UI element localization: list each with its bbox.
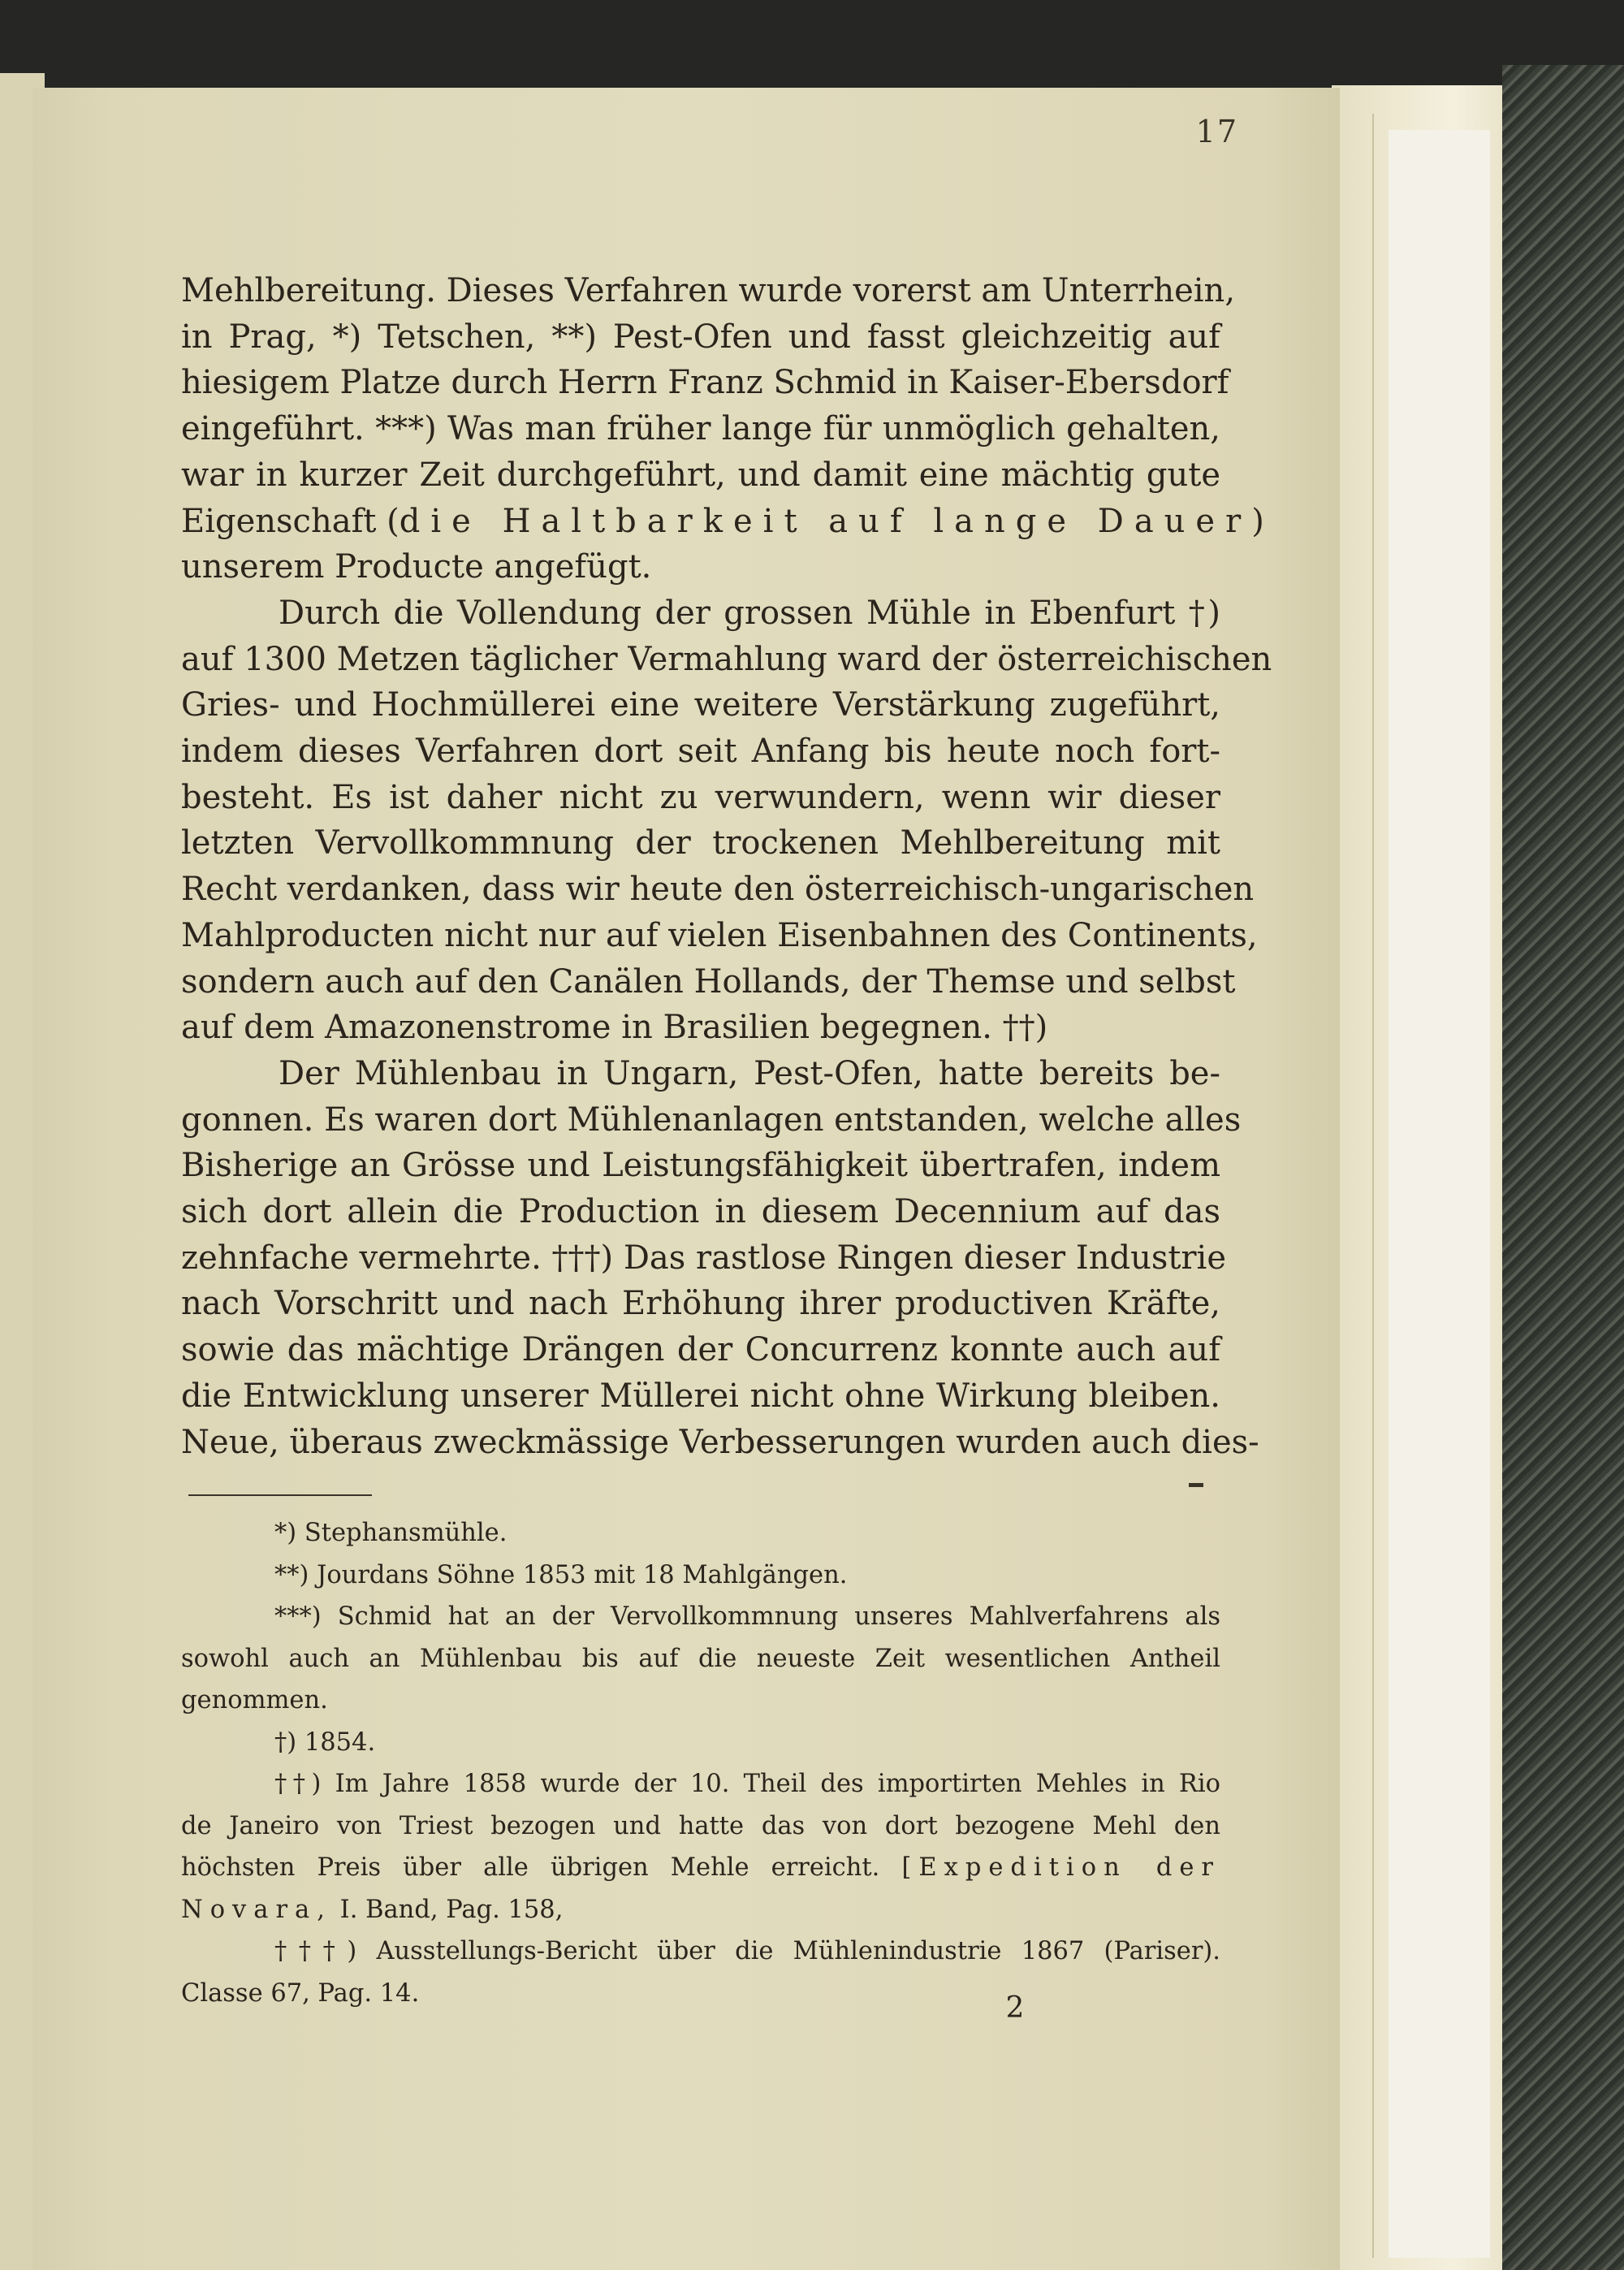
text-line: zehnfache vermehrte. †††) Das rastlose Ringen dieser Industrie	[181, 1239, 1227, 1277]
text-line: Gries- und Hochmüllerei eine weitere Verstärkung zugeführt,	[181, 686, 1220, 724]
text-line: Durch die Vollendung der grossen Mühle in Ebenfurt †)	[279, 594, 1220, 632]
text-line: unserem Producte angefügt.	[181, 548, 652, 586]
text-line: besteht. Es ist daher nicht zu verwundern, wenn wir dieser	[181, 778, 1220, 816]
footnote-divider	[188, 1494, 372, 1496]
text-line: letzten Vervollkommnung der trockenen Mehlbereitung mit	[181, 824, 1220, 863]
text-line: sich dort allein die Production in diesem Decennium auf das	[181, 1193, 1220, 1231]
signature-mark: 2	[1005, 1991, 1025, 2025]
paragraph-3	[181, 1051, 1259, 1465]
text-line: nach Vorschritt und nach Erhöhung ihrer productiven Kräfte,	[181, 1285, 1220, 1323]
footnote-line	[181, 1889, 1220, 1931]
page-edge-line	[1372, 114, 1374, 2258]
text-line: auf 1300 Metzen täglicher Vermahlung ward der österreichischen	[181, 640, 1272, 678]
footnote-line: de Janeiro von Triest bezogen und hatte das von dort bezogene Mehl den	[181, 1811, 1220, 1840]
spaced-emphasis: die Haltbarkeit auf lange Dauer	[399, 502, 1252, 540]
text-line: sondern auch auf den Canälen Hollands, der Themse und selbst	[181, 962, 1236, 1001]
text-line: sowie das mächtige Drängen der Concurrenz konnte auch auf	[181, 1331, 1220, 1369]
footnote-line: sowohl auch an Mühlenbau bis auf die neueste Zeit wesentlichen Antheil	[181, 1644, 1220, 1673]
page-number: 17	[1195, 114, 1238, 149]
text-line: Neue, überaus zweckmässige Verbesserungen wurden auch dies-	[181, 1423, 1259, 1461]
footnote-line: genommen.	[181, 1686, 328, 1714]
footnote: ***) Schmid hat an der Vervollkommnung unseres Mahlverfahrens als	[274, 1602, 1220, 1631]
text-line: die Entwicklung unserer Müllerei nicht ohne Wirkung bleiben.	[181, 1377, 1220, 1415]
footnote: ††) Im Jahre 1858 wurde der 10. Theil des importirten Mehles in Rio	[274, 1770, 1220, 1798]
book-cover-right	[1502, 65, 1624, 2270]
text-line: indem dieses Verfahren dort seit Anfang bis heute noch fort-	[181, 733, 1220, 771]
paragraph-2	[181, 590, 1272, 1051]
footnote: †††) Ausstellungs-Bericht über die Mühlenindustrie 1867 (Pariser).	[274, 1937, 1220, 1965]
text-line: eingeführt. ***) Was man früher lange für unmöglich gehalten,	[181, 410, 1220, 448]
next-page-edge	[1389, 130, 1490, 2258]
spaced-emphasis: Novara,	[181, 1895, 332, 1924]
body-text	[181, 268, 1272, 1465]
text-line: Mahlproducten nicht nur auf vielen Eisenbahnen des Continents,	[181, 916, 1258, 954]
footnote-line	[181, 1847, 1220, 1889]
text-fragment: )	[1251, 502, 1264, 540]
text-line: Der Mühlenbau in Ungarn, Pest-Ofen, hatte bereits be-	[279, 1054, 1220, 1092]
text-line: Recht verdanken, dass wir heute den österreichisch-ungarischen	[181, 871, 1255, 909]
footnote-line: Classe 67, Pag. 14.	[181, 1978, 420, 2008]
text-line: in Prag, *) Tetschen, **) Pest-Ofen und fasst gleichzeitig auf	[181, 318, 1220, 356]
footnote-fragment: höchsten Preis über alle übrigen Mehle erreicht.	[181, 1853, 880, 1882]
text-line: Mehlbereitung. Dieses Verfahren wurde vorerst am Unterrhein,	[181, 272, 1236, 309]
spaced-emphasis: [Expedition der	[901, 1853, 1220, 1882]
paragraph-1	[181, 268, 1264, 590]
book-cover-top	[0, 0, 1624, 96]
footnote: †) 1854.	[274, 1727, 376, 1757]
text-line: gonnen. Es waren dort Mühlenanlagen entstanden, welche alles	[181, 1100, 1242, 1139]
text-fragment: Eigenschaft (	[181, 502, 400, 540]
footnote-fragment: I. Band, Pag. 158,	[339, 1895, 564, 1924]
hyphen-mark	[1189, 1483, 1203, 1487]
text-line-spaced	[181, 499, 1264, 545]
text-line: war in kurzer Zeit durchgeführt, und damit eine mächtig gute	[181, 456, 1220, 494]
text-line: hiesigem Platze durch Herrn Franz Schmid in Kaiser-Ebersdorf	[181, 364, 1229, 402]
text-line: Bisherige an Grösse und Leistungsfähigkeit übertrafen, indem	[181, 1147, 1220, 1185]
footnote: *) Stephansmühle.	[274, 1519, 508, 1547]
footnotes	[181, 1512, 1220, 2014]
text-line: auf dem Amazonenstrome in Brasilien begegnen. ††)	[181, 1009, 1048, 1047]
footnote: **) Jourdans Söhne 1853 mit 18 Mahlgängen.	[274, 1560, 848, 1589]
